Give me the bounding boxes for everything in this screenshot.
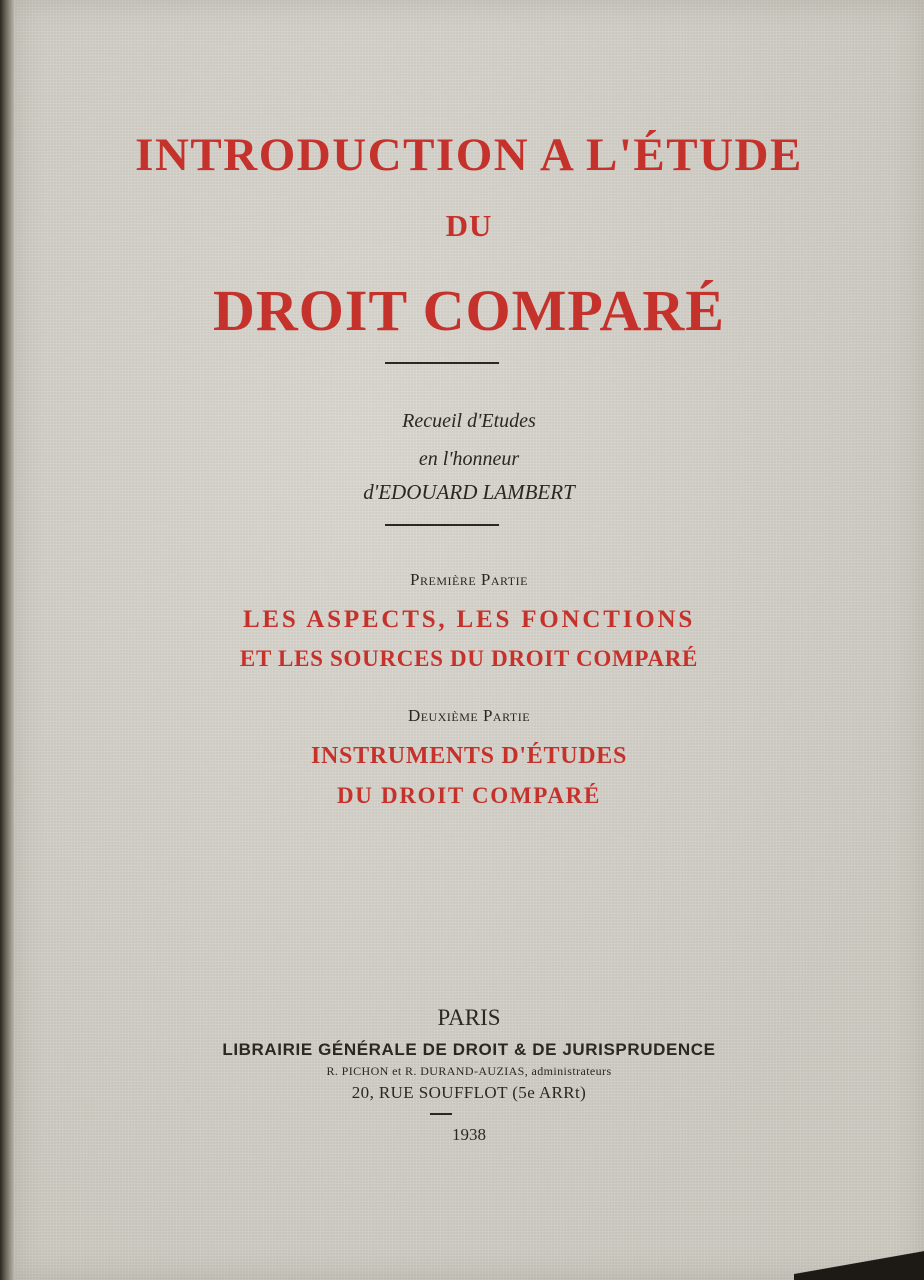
publisher-name: LIBRAIRIE GÉNÉRALE DE DROIT & DE JURISPRUDENCE bbox=[222, 1040, 716, 1059]
subtitle-line-1: Recueil d'Etudes bbox=[402, 410, 536, 432]
part1-title-line-2: ET LES SOURCES DU DROIT COMPARÉ bbox=[239, 646, 699, 671]
divider-rule-middle bbox=[385, 524, 499, 526]
part2-title-line-1: INSTRUMENTS D'ÉTUDES bbox=[310, 743, 628, 769]
title-line-3: DROIT COMPARÉ bbox=[213, 278, 725, 343]
part2-label: Deuxième Partie bbox=[407, 706, 531, 725]
part2-title-line-2: DU DROIT COMPARÉ bbox=[336, 783, 602, 808]
publisher-address: 20, RUE SOUFFLOT (5e ARRt) bbox=[351, 1083, 587, 1102]
subtitle-line-3: d'EDOUARD LAMBERT bbox=[363, 480, 575, 504]
title-line-1: INTRODUCTION A L'ÉTUDE bbox=[135, 129, 803, 181]
title-line-2: DU bbox=[445, 208, 493, 243]
publication-year: 1938 bbox=[452, 1125, 486, 1144]
publication-city: PARIS bbox=[437, 1005, 501, 1030]
book-spine-edge bbox=[0, 0, 14, 1280]
divider-rule-top bbox=[385, 362, 499, 364]
publisher-administrators: R. PICHON et R. DURAND-AUZIAS, administrateurs bbox=[326, 1064, 612, 1078]
part1-title-line-1: LES ASPECTS, LES FONCTIONS bbox=[242, 606, 696, 633]
part1-label: Première Partie bbox=[410, 570, 528, 589]
divider-dash bbox=[430, 1113, 452, 1115]
torn-corner bbox=[794, 1238, 924, 1280]
subtitle-line-2: en l'honneur bbox=[418, 448, 520, 470]
